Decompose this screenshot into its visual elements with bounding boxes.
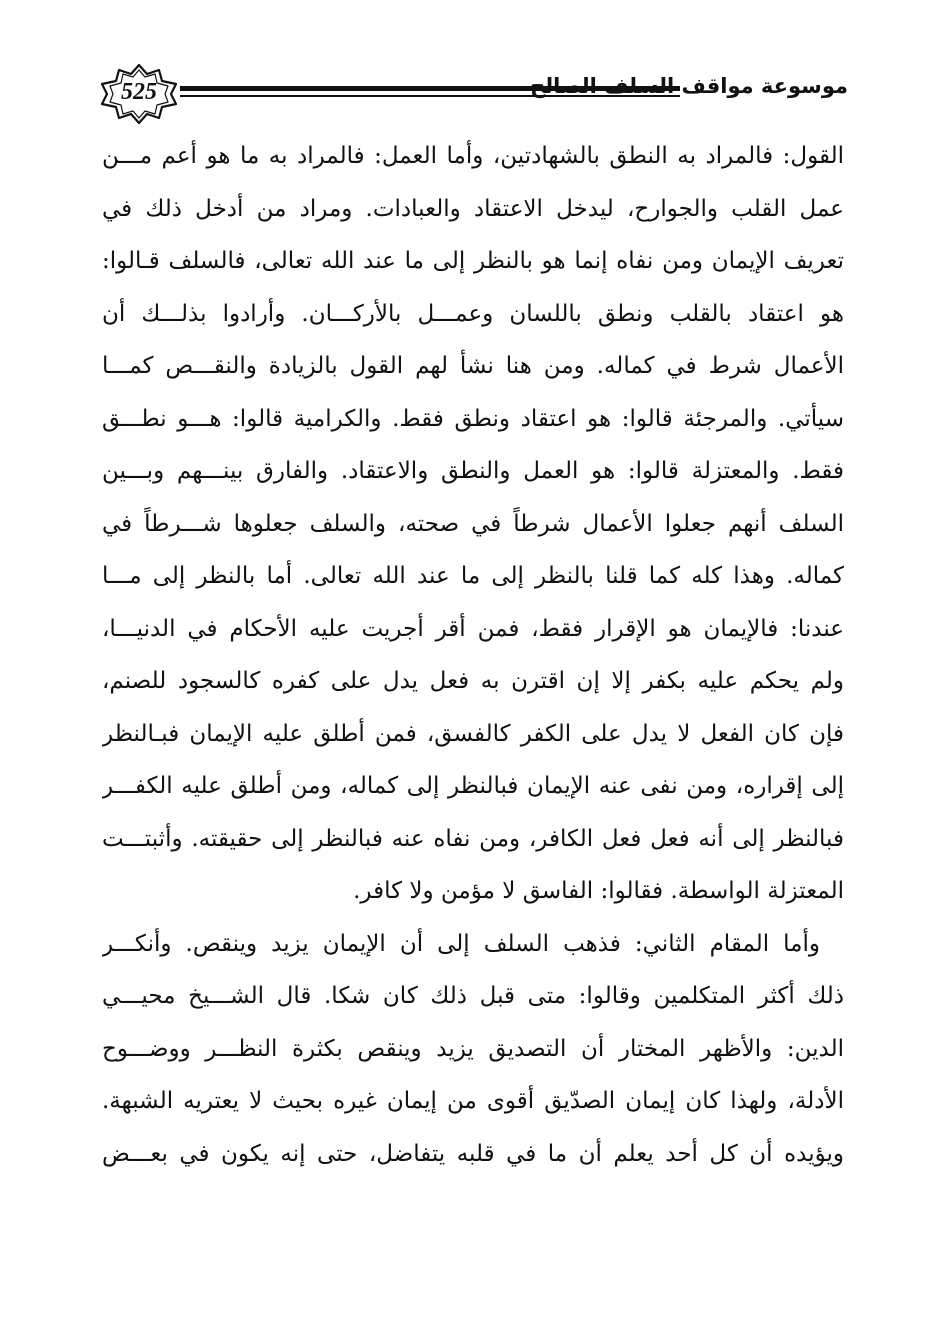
text-line: ويؤيده أن كل أحد يعلم أن ما في قلبه يتفاضل، حتى إنه يكون في بعـــض [102, 1140, 844, 1167]
text-line: فإن كان الفعل لا يدل على الكفر كالفسق، فمن أطلق عليه الإيمان فبـالنظر [102, 720, 844, 747]
text-line: تعريف الإيمان ومن نفاه إنما هو بالنظر إلى ما عند الله تعالى، فالسلف قـالوا: [102, 248, 844, 274]
page-number: 525 [121, 79, 157, 105]
text-line: عندنا: فالإيمان هو الإقرار فقط، فمن أقر أجريت عليه الأحكام في الدنيـــا، [102, 615, 844, 642]
text-line: فبالنظر إلى أنه فعل فعل الكافر، ومن نفاه عنه فبالنظر إلى حقيقته. وأثبتـــت [102, 825, 844, 852]
text-line: الأعمال شرط في كماله. ومن هنا نشأ لهم القول بالزيادة والنقـــص كمـــا [102, 353, 844, 379]
page-header [96, 62, 848, 126]
text-line: ذلك أكثر المتكلمين وقالوا: متى قبل ذلك كان شكا. قال الشـــيخ محيـــي [102, 983, 844, 1009]
text-line: الأدلة، ولهذا كان إيمان الصدّيق أقوى من إيمان غيره بحيث لا يعتريه الشبهة. [102, 1088, 844, 1114]
paragraph-end-line: المعتزلة الواسطة. فقالوا: الفاسق لا مؤمن ولا كافر. [353, 878, 844, 904]
text-line: إلى إقراره، ومن نفى عنه الإيمان فبالنظر إلى كماله، ومن أطلق عليه الكفـــر [102, 773, 844, 799]
text-line: ولم يحكم عليه بكفر إلا إن اقترن به فعل يدل على كفره كالسجود للصنم، [102, 668, 844, 694]
text-line: عمل القلب والجوارح، ليدخل الاعتقاد والعبادات. ومراد من أدخل ذلك في [102, 195, 844, 222]
text-line: الدين: والأظهر المختار أن التصديق يزيد وينقص بكثرة النظـــر ووضـــوح [102, 1035, 844, 1062]
paragraph-start-line: وأما المقام الثاني: فذهب السلف إلى أن الإيمان يزيد وينقص. وأنكـــر [102, 930, 820, 957]
book-title: موسوعة مواقف السلف الصالح [530, 74, 848, 98]
page-number-badge [96, 62, 182, 126]
text-line: هو اعتقاد بالقلب ونطق باللسان وعمـــل بالأركـــان. وأرادوا بذلـــك أن [102, 300, 844, 327]
text-line: القول: فالمراد به النطق بالشهادتين، وأما العمل: فالمراد به ما هو أعم مـــن [102, 143, 844, 169]
text-line: السلف أنهم جعلوا الأعمال شرطاً في صحته، والسلف جعلوها شـــرطاً في [102, 510, 844, 537]
text-line: سيأتي. والمرجئة قالوا: هو اعتقاد ونطق فقط. والكرامية قالوا: هـــو نطـــق [102, 405, 844, 432]
text-line: كماله. وهذا كله كما قلنا بالنظر إلى ما عند الله تعالى. أما بالنظر إلى مـــا [102, 563, 844, 589]
text-line: فقط. والمعتزلة قالوا: هو العمل والنطق والاعتقاد. والفارق بينـــهم وبـــين [102, 458, 844, 484]
body-text [102, 130, 844, 1180]
